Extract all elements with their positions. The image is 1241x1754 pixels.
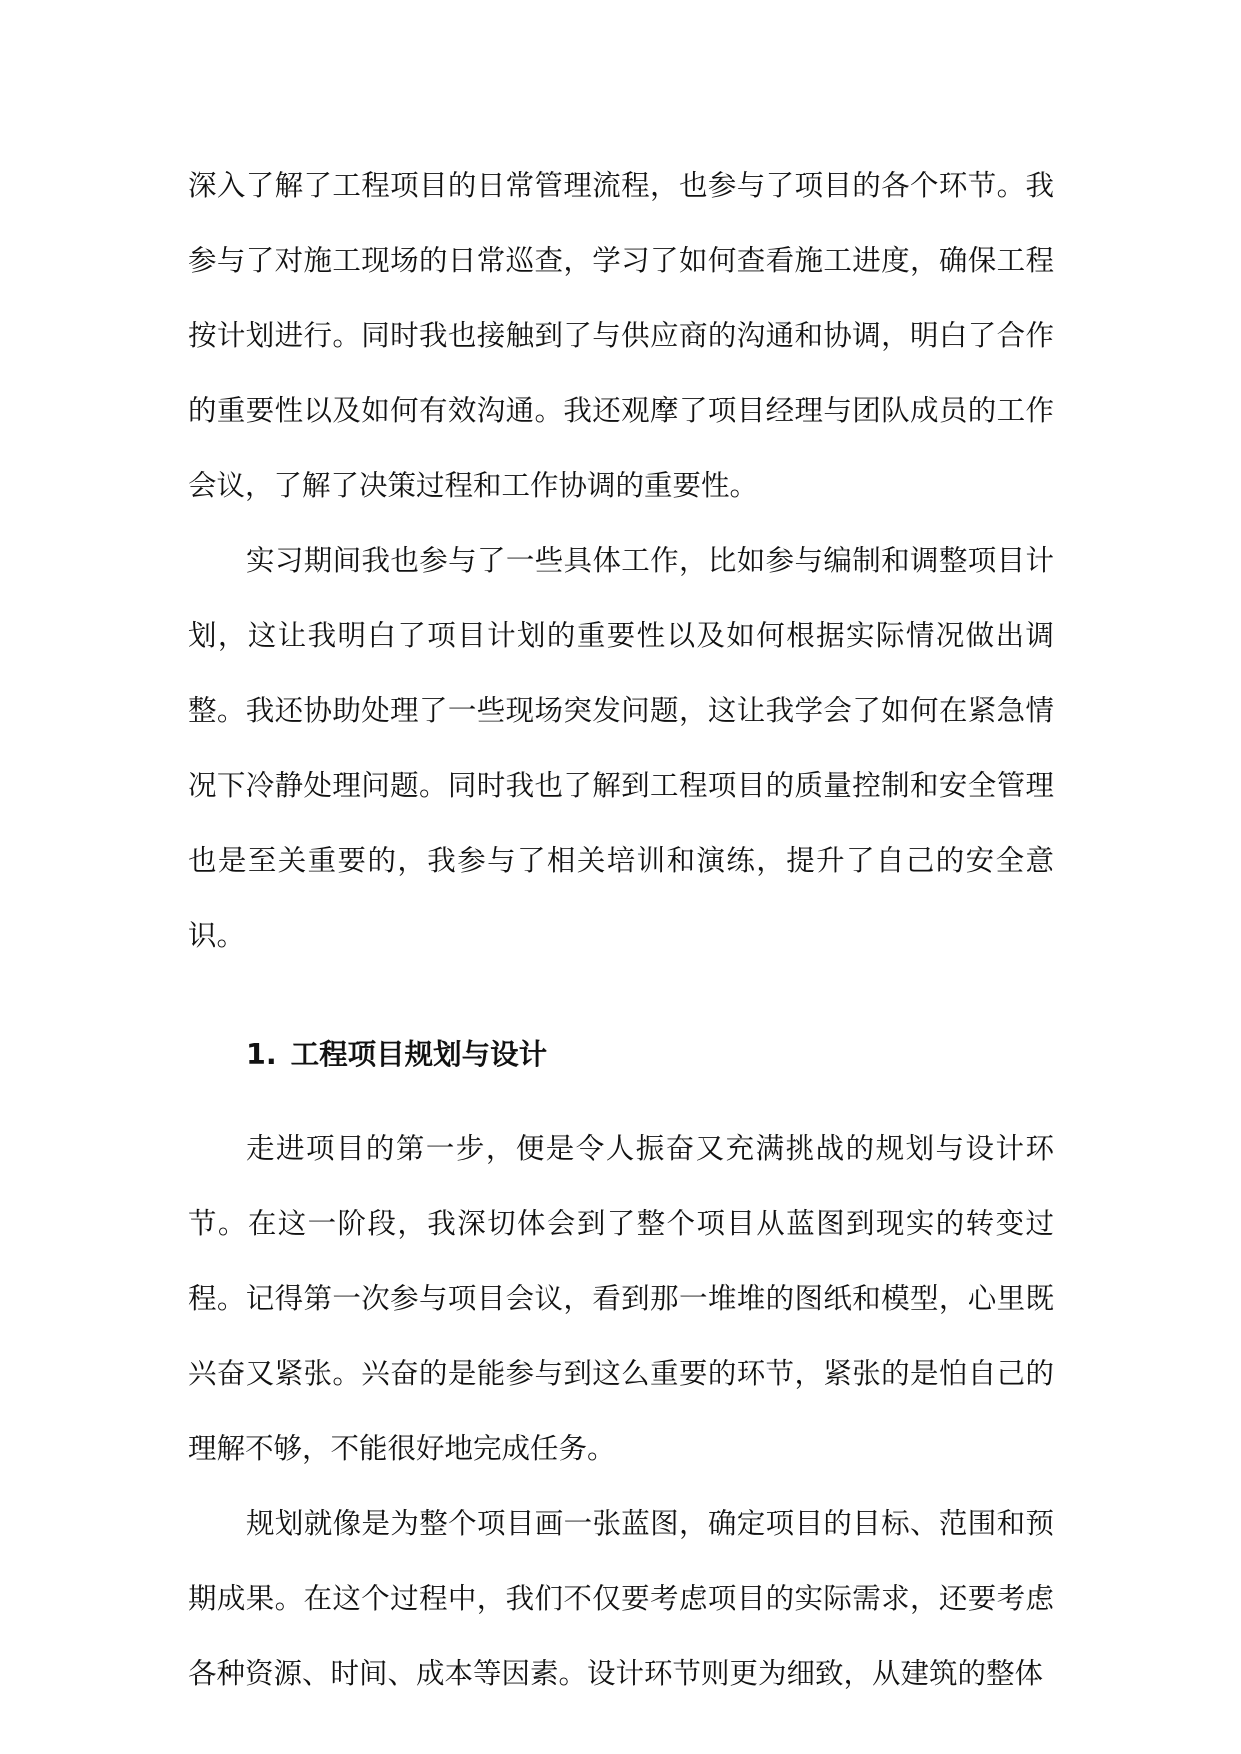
document-body (188, 148, 1054, 1711)
section-title: 工程项目规划与设计 (290, 1038, 548, 1071)
paragraph-intro: 深入了解了工程项目的日常管理流程，也参与了项目的各个环节。我参与了对施工现场的日常巡查，学习了如何查看施工进度，确保工程按计划进行。同时我也接触到了与供应商的沟通和协调，明白了合作的重要性以及如何有效沟通。我还观摩了项目经理与团队成员的工作会议，了解了决策过程和工作协调的重要性。 (188, 169, 1054, 502)
section-number: 1. (246, 1038, 277, 1071)
paragraph-planning-first-step: 走进项目的第一步，便是令人振奋又充满挑战的规划与设计环节。在这一阶段，我深切体会到了整个项目从蓝图到现实的转变过程。记得第一次参与项目会议，看到那一堆堆的图纸和模型，心里既兴奋又紧张。兴奋的是能参与到这么重要的环节，紧张的是怕自己的理解不够，不能很好地完成任务。 (188, 1132, 1054, 1465)
paragraph-planning-blueprint: 规划就像是为整个项目画一张蓝图，确定项目的目标、范围和预期成果。在这个过程中，我们不仅要考虑项目的实际需求，还要考虑各种资源、时间、成本等因素。设计环节则更为细致，从建筑的整体 (188, 1507, 1054, 1690)
paragraph-internship-work: 实习期间我也参与了一些具体工作，比如参与编制和调整项目计划，这让我明白了项目计划的重要性以及如何根据实际情况做出调整。我还协助处理了一些现场突发问题，这让我学会了如何在紧急情况下冷静处理问题。同时我也了解到工程项目的质量控制和安全管理也是至关重要的，我参与了相关培训和演练，提升了自己的安全意识。 (188, 544, 1054, 952)
section-heading (188, 973, 1054, 1111)
